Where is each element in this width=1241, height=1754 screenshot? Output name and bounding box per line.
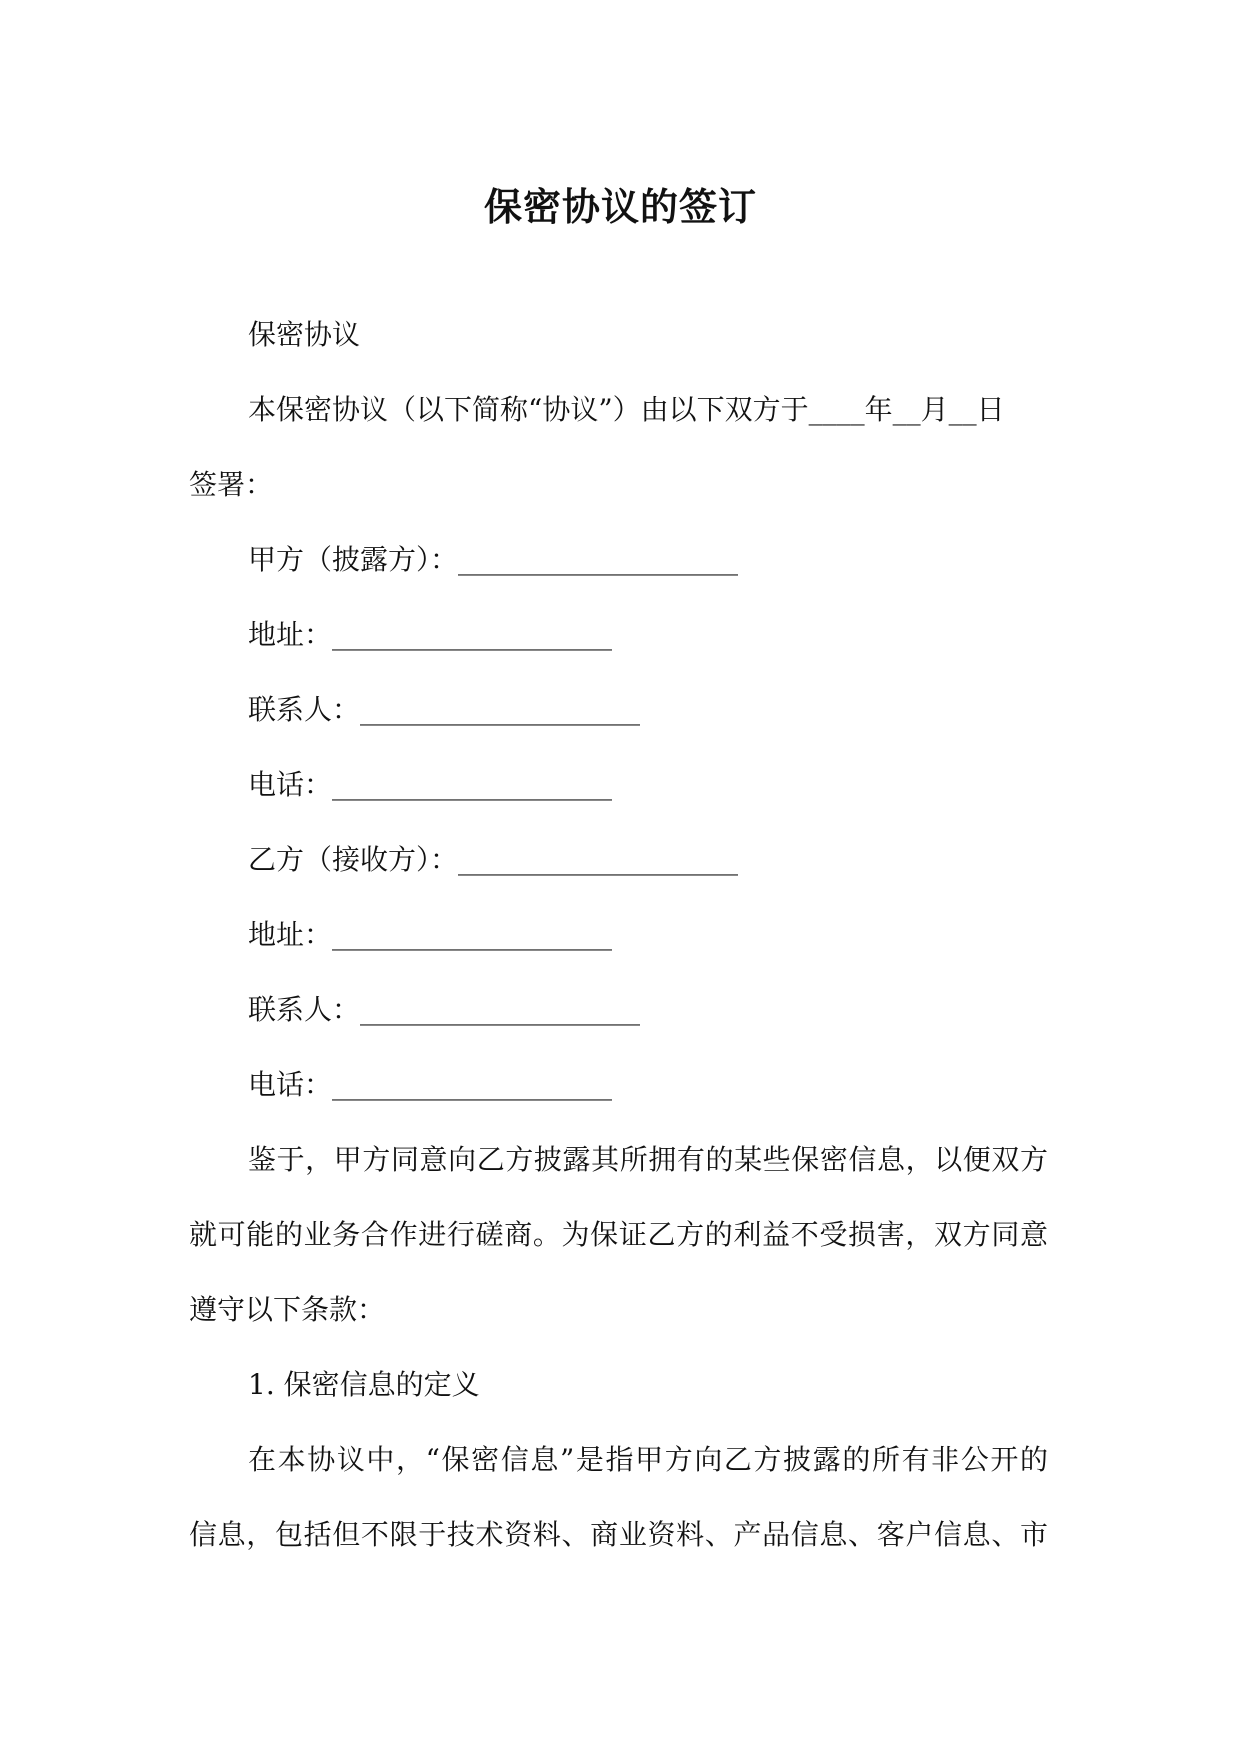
document-title: 保密协议的签订 bbox=[483, 184, 757, 229]
party-a-phone-field: 电话：____________________ bbox=[248, 768, 613, 801]
paragraph-heading: 保密协议 bbox=[248, 318, 361, 351]
party-b-field: 乙方（接收方）：____________________ bbox=[248, 843, 739, 876]
party-a-field: 甲方（披露方）：____________________ bbox=[248, 543, 739, 576]
paragraph-line: 遵守以下条款： bbox=[189, 1293, 386, 1326]
party-b-contact-field: 联系人：____________________ bbox=[248, 993, 641, 1026]
paragraph-line: 签署： bbox=[189, 468, 274, 501]
section-heading: 1. 保密信息的定义 bbox=[248, 1368, 480, 1401]
party-b-address-field: 地址：____________________ bbox=[248, 918, 613, 951]
paragraph-line: 信息，包括但不限于技术资料、商业资料、产品信息、客户信息、市 bbox=[189, 1518, 1048, 1551]
party-b-phone-field: 电话：____________________ bbox=[248, 1068, 613, 1101]
paragraph-line: 本保密协议（以下简称“协议”）由以下双方于____年__月__日 bbox=[248, 393, 1005, 426]
paragraph-line: 在本协议中，“保密信息”是指甲方向乙方披露的所有非公开的 bbox=[248, 1443, 1048, 1476]
paragraph-line: 就可能的业务合作进行磋商。为保证乙方的利益不受损害，双方同意 bbox=[189, 1218, 1048, 1251]
paragraph-line: 鉴于，甲方同意向乙方披露其所拥有的某些保密信息，以便双方 bbox=[248, 1143, 1048, 1176]
party-a-contact-field: 联系人：____________________ bbox=[248, 693, 641, 726]
party-a-address-field: 地址：____________________ bbox=[248, 618, 613, 651]
